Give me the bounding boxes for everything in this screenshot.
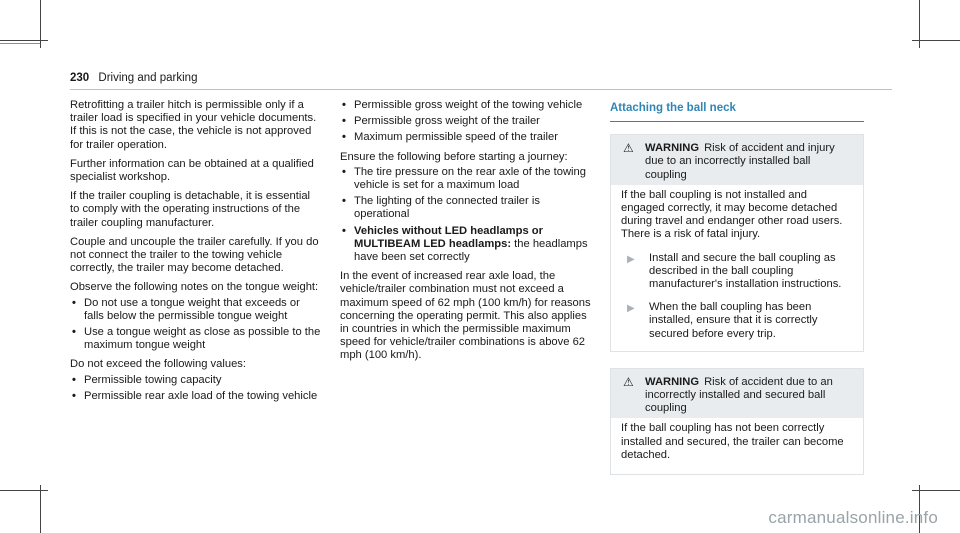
list-item: • Maximum permissible speed of the trailer (340, 131, 594, 144)
crop-mark (40, 0, 41, 48)
column-3 (610, 99, 864, 491)
warning-body (611, 185, 863, 351)
header-divider (70, 89, 892, 90)
column-1 (70, 99, 322, 409)
step-text: Install and secure the ball coupling as described in the ball coupling manufacturer's installation instructions. (649, 251, 842, 291)
instruction-step (627, 301, 853, 341)
section-divider (610, 121, 864, 122)
list-item: • The tire pressure on the rear axle of the towing vehicle is set for a maximum load (340, 166, 594, 192)
list-item: • The lighting of the connected trailer is operational (340, 195, 594, 221)
bullet-list (70, 297, 322, 353)
list-item: • Do not use a tongue weight that exceeds or falls below the permissible tongue weight (70, 297, 322, 323)
list-item: • Permissible towing capacity (70, 374, 322, 387)
warning-box (610, 134, 864, 352)
warning-label: WARNING (645, 375, 700, 388)
watermark: carmanualsonline.info (768, 508, 938, 527)
bullet-list (340, 166, 594, 264)
warning-icon: ⚠ (623, 374, 634, 389)
bold-label: Vehicles without LED headlamps or MULTIBEAM LED headlamps: (354, 224, 543, 250)
warning-body (611, 418, 863, 474)
list-item: • Permissible gross weight of the trailer (340, 115, 594, 128)
warning-title: Risk of accident and injury due to an incorrectly installed ball coupling (645, 142, 835, 181)
paragraph: If the trailer coupling is detachable, it is essential to comply with the operating instructions of the trailer coupling manufacturer. (70, 190, 311, 229)
paragraph: In the event of increased rear axle load, the vehicle/trailer combination must not exceed a maximum speed of 62 mph (100 km/h) for reasons concerning the operating permit. This also applies in countries in which the permissible maximum speed for vehicle/trailer combinations is above 62 mph (100 km/h). (340, 270, 591, 362)
paragraph: Ensure the following before starting a journey: (340, 150, 568, 163)
warning-header (611, 369, 863, 419)
item-text: the headlamps have been set correctly (354, 237, 588, 264)
instruction-step (627, 252, 853, 292)
list-item: • Permissible rear axle load of the towing vehicle (70, 390, 322, 403)
page-header (70, 72, 197, 84)
column-2 (340, 99, 594, 369)
play-arrow-icon: ▶ (627, 253, 635, 265)
warning-box (610, 368, 864, 475)
section-name: Driving and parking (98, 72, 198, 84)
list-item: • Use a tongue weight as close as possible to the maximum tongue weight (70, 326, 322, 352)
warning-title: Risk of accident due to an incorrectly installed and secured ball coupling (645, 375, 833, 415)
section-title: Attaching the ball neck (610, 102, 736, 114)
crop-mark (0, 43, 40, 44)
crop-mark (919, 0, 920, 48)
warning-icon: ⚠ (623, 141, 634, 156)
paragraph: Couple and uncouple the trailer carefully. If you do not connect the trailer to the towing vehicle correctly, the trailer may become detached. (70, 235, 319, 275)
bullet-list (340, 99, 594, 145)
paragraph: Retrofitting a trailer hitch is permissible only if a trailer load is specified in your vehicle documents. If this is not the case, the vehicle is not approved for trailer operation. (70, 99, 317, 151)
paragraph: If the ball coupling has not been correctly installed and secured, the trailer can become detached. (621, 422, 844, 461)
paragraph: Do not exceed the following values: (70, 358, 247, 371)
paragraph: Further information can be obtained at a qualified specialist workshop. (70, 157, 314, 184)
step-text: When the ball coupling has been installed, ensure that it is correctly secured before every trip. (649, 301, 818, 340)
list-item (340, 225, 594, 265)
page-number: 230 (70, 72, 90, 84)
paragraph: Observe the following notes on the tongue weight: (70, 281, 319, 294)
bullet-list (70, 374, 322, 403)
paragraph: If the ball coupling is not installed and engaged correctly, it may become detached during travel and endanger other road users. There is a risk of fatal injury. (621, 188, 843, 241)
list-item: • Permissible gross weight of the towing vehicle (340, 99, 594, 112)
crop-mark (40, 485, 41, 533)
play-arrow-icon: ▶ (627, 303, 635, 315)
warning-header (611, 135, 863, 185)
warning-label: WARNING (645, 142, 700, 155)
